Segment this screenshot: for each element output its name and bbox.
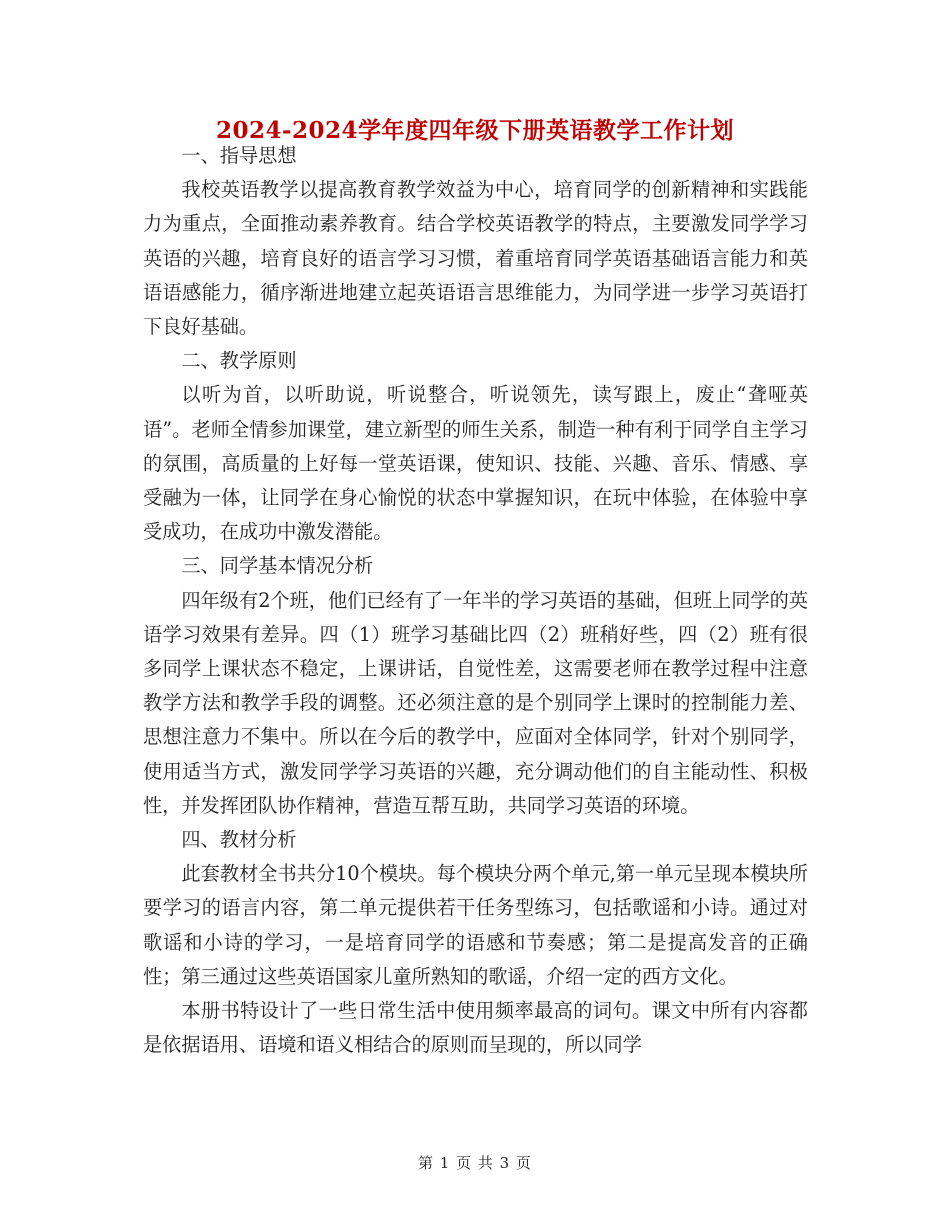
paragraph-student-analysis: 四年级有2个班，他们已经有了一年半的学习英语的基础，但班上同学的英语学习效果有差异。四（1）班学习基础比四（2）班稍好些，四（2）班有很多同学上课状态不稳定，上课讲话，自觉性差，这需要老师在教学过程中注意教学方法和教学手段的调整。还必须注意的是个别同学上课时的控制能力差、思想注意力不集中。所以在今后的教学中，应面对全体同学，针对个别同学，使用适当方式，激发同学学习英语的兴趣，充分调动他们的自主能动性、积极性，并发挥团队协作精神，营造互帮互助，共同学习英语的环境。 [143, 588, 808, 817]
section-heading-teaching-principles: 二、教学原则 [181, 349, 297, 373]
page-number-footer: 第 1 页 共 3 页 [418, 1154, 532, 1172]
paragraph-textbook-analysis-2: 本册书特设计了一些日常生活中使用频率最高的词句。课文中所有内容都是依据语用、语境和语义相结合的原则而呈现的，所以同学 [143, 999, 808, 1057]
paragraph-textbook-analysis-1: 此套教材全书共分10个模块。每个模块分两个单元,第一单元呈现本模块所要学习的语言内容，第二单元提供若干任务型练习，包括歌谣和小诗。通过对歌谣和小诗的学习，一是培育同学的语感和节奏感；第二是提高发音的正确性；第三通过这些英语国家儿童所熟知的歌谣，介绍一定的西方文化。 [143, 862, 808, 988]
document-body [143, 139, 808, 1062]
section-heading-student-analysis: 三、同学基本情况分析 [181, 554, 374, 578]
document-title: 2024-2024学年度四年级下册英语教学工作计划 [215, 117, 735, 144]
section-heading-textbook-analysis: 四、教材分析 [181, 828, 297, 852]
paragraph-guiding-ideology: 我校英语教学以提高教育教学效益为中心，培育同学的创新精神和实践能力为重点，全面推动素养教育。结合学校英语教学的特点，主要激发同学学习英语的兴趣，培育良好的语言学习习惯，着重培育同学英语基础语言能力和英语语感能力，循序渐进地建立起英语语言思维能力，为同学进一步学习英语打下良好基础。 [143, 178, 808, 339]
paragraph-teaching-principles: 以听为首，以听助说，听说整合，听说领先，读写跟上，废止“聋哑英语”。老师全情参加课堂，建立新型的师生关系，制造一种有利于同学自主学习的氛围，高质量的上好每一堂英语课，使知识、技能、兴趣、音乐、情感、享受融为一体，让同学在身心愉悦的状态中掌握知识，在玩中体验，在体验中享受成功，在成功中激发潜能。 [143, 383, 808, 544]
section-heading-guiding-ideology: 一、指导思想 [181, 144, 297, 167]
